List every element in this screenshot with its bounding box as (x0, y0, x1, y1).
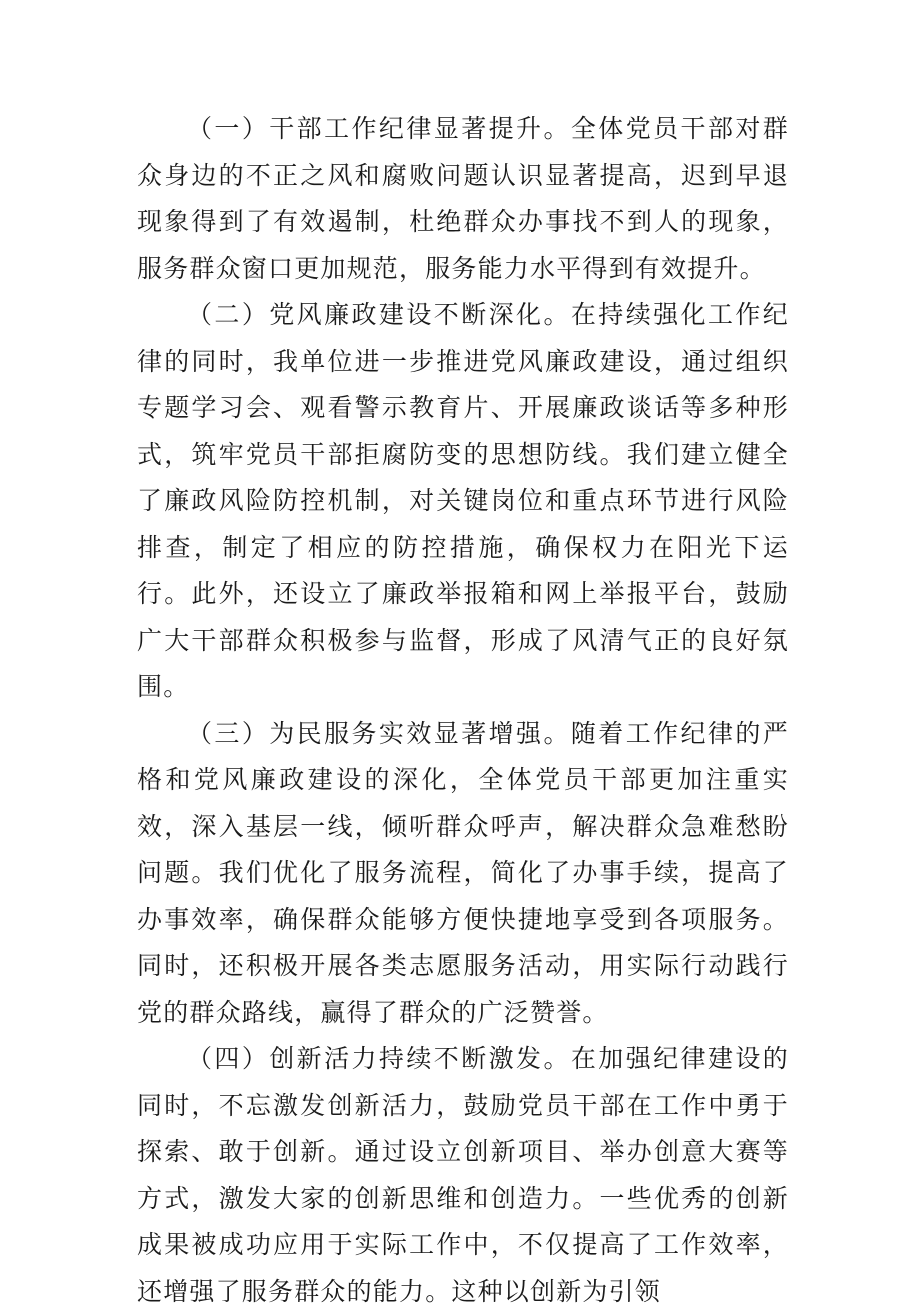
document-body (137, 106, 789, 1315)
paragraph-4: （四）创新活力持续不断激发。在加强纪律建设的同时，不忘激发创新活力，鼓励党员干部在工作中勇于探索、敢于创新。通过设立创新项目、举办创意大赛等方式，激发大家的创新思维和创造力。一些优秀的创新成果被成功应用于实际工作中，不仅提高了工作效率，还增强了服务群众的能力。这种以创新为引领 (137, 1044, 789, 1306)
paragraph-2: （二）党风廉政建设不断深化。在持续强化工作纪律的同时，我单位进一步推进党风廉政建设，通过组织专题学习会、观看警示教育片、开展廉政谈话等多种形式，筑牢党员干部拒腐防变的思想防线。我们建立健全了廉政风险防控机制，对关键岗位和重点环节进行风险排查，制定了相应的防控措施，确保权力在阳光下运行。此外，还设立了廉政举报箱和网上举报平台，鼓励广大干部群众积极参与监督，形成了风清气正的良好氛围。 (137, 300, 789, 701)
paragraph-3: （三）为民服务实效显著增强。随着工作纪律的严格和党风廉政建设的深化，全体党员干部更加注重实效，深入基层一线，倾听群众呼声，解决群众急难愁盼问题。我们优化了服务流程，简化了办事手续，提高了办事效率，确保群众能够方便快捷地享受到各项服务。同时，还积极开展各类志愿服务活动，用实际行动践行党的群众路线，赢得了群众的广泛赞誉。 (137, 718, 789, 1027)
paragraph-1: （一）干部工作纪律显著提升。全体党员干部对群众身边的不正之风和腐败问题认识显著提高，迟到早退现象得到了有效遏制，杜绝群众办事找不到人的现象，服务群众窗口更加规范，服务能力水平得到有效提升。 (137, 114, 789, 283)
